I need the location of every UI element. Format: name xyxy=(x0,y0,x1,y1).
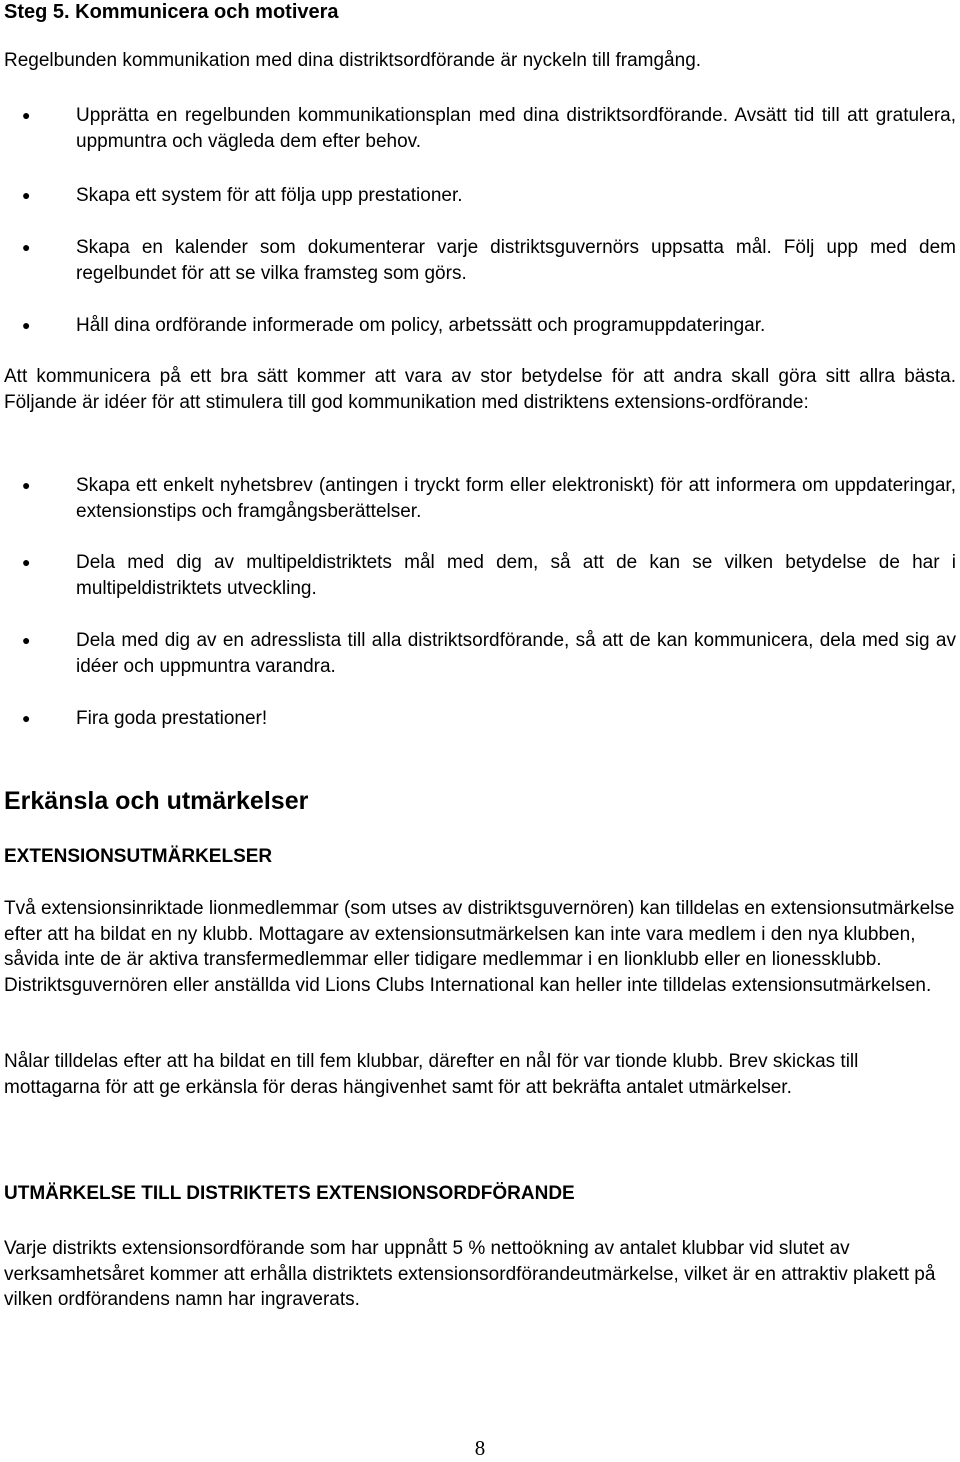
list-item-text: Skapa ett system för att följa upp prestationer. xyxy=(76,185,463,206)
list-item-text: Fira goda prestationer! xyxy=(76,708,268,729)
bullet-icon: ● xyxy=(22,239,31,255)
list-item-text: Upprätta en regelbunden kommunikationsplan med dina distriktsordförande. Avsätt tid till att gratulera, uppmuntra och vägleda dem efter behov. xyxy=(76,105,956,152)
bullet-icon: ● xyxy=(22,107,31,123)
subsection-heading: EXTENSIONSUTMÄRKELSER xyxy=(4,846,273,867)
step-heading: Steg 5. Kommunicera och motivera xyxy=(4,1,339,23)
list-item-text: Skapa en kalender som dokumenterar varje distriktsguvernörs uppsatta mål. Följ upp med dem regelbundet för att se vilka framsteg som görs. xyxy=(76,237,956,284)
list-item-text: Skapa ett enkelt nyhetsbrev (antingen i tryckt form eller elektroniskt) för att informera om uppdateringar, extensionstips och framgångsberättelser. xyxy=(76,475,956,522)
list-item-text: Dela med dig av multipeldistriktets mål med dem, så att de kan se vilken betydelse de har i multipeldistriktets utveckling. xyxy=(76,552,956,599)
body-paragraph: Varje distrikts extensionsordförande som har uppnått 5 % nettoökning av antalet klubbar vid slutet av verksamhetsåret kommer att erhålla distriktets extensionsordförandeutmärkelse, vilket är en attraktiv plakett på vilken ordförandens namn har ingraverats. xyxy=(4,1238,936,1310)
bullet-icon: ● xyxy=(22,632,31,648)
section-heading: Erkänsla och utmärkelser xyxy=(4,787,309,815)
subsection-heading: UTMÄRKELSE TILL DISTRIKTETS EXTENSIONSORDFÖRANDE xyxy=(4,1183,575,1204)
list-item-text: Håll dina ordförande informerade om policy, arbetssätt och programuppdateringar. xyxy=(76,315,766,336)
list-item xyxy=(4,628,956,679)
body-paragraph: Två extensionsinriktade lionmedlemmar (som utses av distriktsguvernören) kan tilldelas en extensionsutmärkelse efter att ha bildat en ny klubb. Mottagare av extensionsutmärkelsen kan inte vara medlem i den nya klubben, såvida inte de är aktiva transfermedlemmar eller tidigare medlemmar i en lionklubb eller en lionessklubb. Distriktsguvernören eller anställda vid Lions Clubs International kan heller inte tilldelas extensionsutmärkelsen. xyxy=(4,898,955,996)
list-item xyxy=(4,550,956,601)
list-item xyxy=(4,103,956,154)
list-item xyxy=(4,183,956,209)
list-item xyxy=(4,235,956,286)
list-item xyxy=(4,473,956,524)
bullet-icon: ● xyxy=(22,187,31,203)
bullet-icon: ● xyxy=(22,477,31,493)
bullet-icon: ● xyxy=(22,317,31,333)
list-item-text: Dela med dig av en adresslista till alla distriktsordförande, så att de kan kommunicera, dela med sig av idéer och uppmuntra varandra. xyxy=(76,630,956,677)
list-item xyxy=(4,706,956,732)
intro-text: Regelbunden kommunikation med dina distriktsordförande är nyckeln till framgång. xyxy=(4,50,702,71)
page-number: 8 xyxy=(474,1436,486,1460)
bullet-icon: ● xyxy=(22,710,31,726)
body-paragraph: Nålar tilldelas efter att ha bildat en till fem klubbar, därefter en nål för var tionde klubb. Brev skickas till mottagarna för att ge erkänsla för deras hängivenhet samt för att bekräfta antalet utmärkelser. xyxy=(4,1051,859,1098)
list-item xyxy=(4,313,956,339)
bullet-icon: ● xyxy=(22,554,31,570)
body-paragraph: Att kommunicera på ett bra sätt kommer att vara av stor betydelse för att andra skall göra sitt allra bästa. Följande är idéer för att stimulera till god kommunikation med distriktens extensions-ordförande: xyxy=(4,366,956,413)
